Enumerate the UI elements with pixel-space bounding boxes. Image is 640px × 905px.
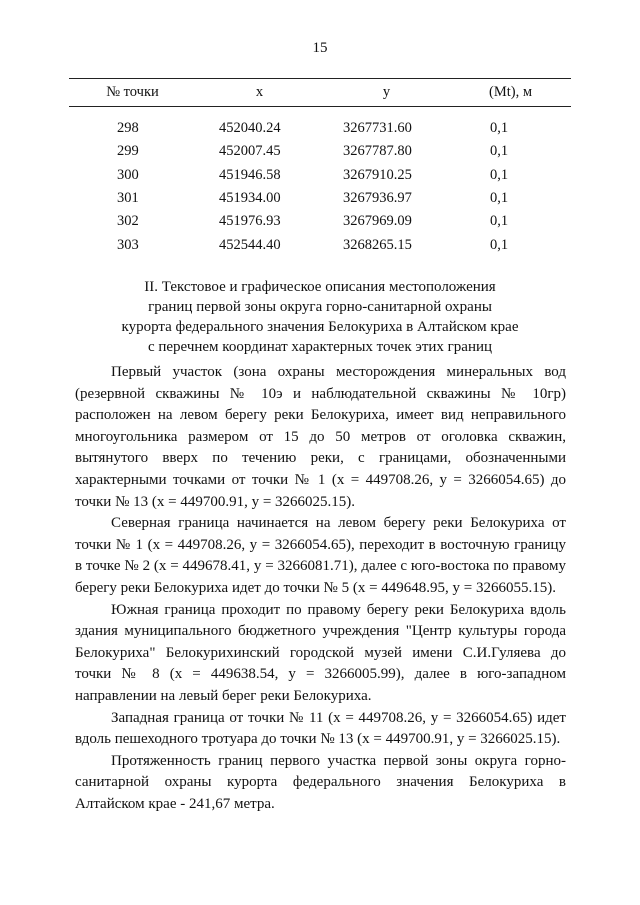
table-header-row bbox=[69, 79, 571, 107]
header-mt: (Mt), м bbox=[450, 79, 571, 107]
cell-point: 298 bbox=[117, 120, 139, 137]
header-point-number: № точки bbox=[69, 79, 196, 107]
cell-mt: 0,1 bbox=[490, 166, 509, 183]
cell-point: 302 bbox=[117, 213, 139, 230]
paragraph-west-border: Западная граница от точки № 11 (x = 449708.26, y = 3266054.65) идет вдоль пешеходного тротуара до точки № 13 (x = 449700.91, y = 3266025.15). bbox=[75, 709, 566, 748]
cell-mt: 0,1 bbox=[490, 190, 509, 207]
cell-y: 3267936.97 bbox=[343, 190, 412, 207]
cell-mt: 0,1 bbox=[490, 143, 509, 160]
cell-x: 452007.45 bbox=[219, 143, 281, 160]
section-title-line: границ первой зоны округа горно-санитарной охраны bbox=[148, 299, 492, 315]
coordinates-table bbox=[69, 78, 571, 257]
cell-point: 303 bbox=[117, 236, 139, 253]
cell-x: 452544.40 bbox=[219, 236, 281, 253]
header-y: y bbox=[323, 79, 450, 107]
table-row bbox=[69, 233, 571, 256]
cell-y: 3268265.15 bbox=[343, 236, 412, 253]
cell-y: 3267731.60 bbox=[343, 120, 412, 137]
cell-y: 3267910.25 bbox=[343, 166, 412, 183]
table-row bbox=[69, 210, 571, 233]
cell-point: 300 bbox=[117, 166, 139, 183]
cell-x: 452040.24 bbox=[219, 120, 281, 137]
cell-mt: 0,1 bbox=[490, 213, 509, 230]
section-title-line: курорта федерального значения Белокуриха в Алтайском крае bbox=[121, 319, 519, 335]
cell-y: 3267969.09 bbox=[343, 213, 412, 230]
page-number: 15 bbox=[312, 40, 328, 56]
paragraph-north-border: Северная граница начинается на левом берегу реки Белокуриха от точки № 1 (x = 449708.26, y = 3266054.65), переходит в восточную границу в точке № 2 (x = 449678.41, y = 3266081.71), далее с юго-востока по правому берегу реки Белокуриха идет до точки № 5 (x = 449648.95, y = 3266055.15). bbox=[75, 515, 566, 596]
section-title bbox=[60, 277, 580, 357]
table-row bbox=[69, 140, 571, 163]
body-text bbox=[75, 362, 566, 815]
cell-point: 301 bbox=[117, 190, 139, 207]
table-row bbox=[69, 164, 571, 187]
cell-x: 451946.58 bbox=[219, 166, 281, 183]
cell-x: 451976.93 bbox=[219, 213, 281, 230]
paragraph-length: Протяженность границ первого участка первой зоны округа горно-санитарной охраны курорта федерального значения Белокуриха в Алтайском крае - 241,67 метра. bbox=[75, 752, 566, 812]
cell-point: 299 bbox=[117, 143, 139, 160]
section-title-line: с перечнем координат характерных точек этих границ bbox=[147, 339, 493, 355]
header-x: x bbox=[196, 79, 323, 107]
paragraph-first-section: Первый участок (зона охраны месторождения минеральных вод (резервной скважины № 10э и наблюдательной скважины № 10гр) расположен на левом берегу реки Белокуриха, имеет вид неправильного многоугольника размером от 15 до 50 метров от оголовка скважин, вытянутого вверх по течению реки, с границами, обозначенными характерными точками от точки № 1 (x = 449708.26, y = 3266054.65) до точки № 13 (x = 449700.91, y = 3266025.15). bbox=[75, 364, 566, 510]
cell-y: 3267787.80 bbox=[343, 143, 412, 160]
cell-x: 451934.00 bbox=[219, 190, 281, 207]
table-row bbox=[69, 187, 571, 210]
table-row bbox=[69, 117, 571, 140]
section-title-line: II. Текстовое и графическое описания местоположения bbox=[144, 279, 496, 295]
cell-mt: 0,1 bbox=[490, 120, 509, 137]
cell-mt: 0,1 bbox=[490, 236, 509, 253]
paragraph-south-border: Южная граница проходит по правому берегу реки Белокуриха вдоль здания муниципального бюджетного учреждения "Центр культуры города Белокуриха" Белокурихинский городской музей имени С.И.Гуляева до точки № 8 (x = 449638.54, y = 3266005.99), далее в юго-западном направлении на левый берег реки Белокуриха. bbox=[75, 601, 566, 704]
